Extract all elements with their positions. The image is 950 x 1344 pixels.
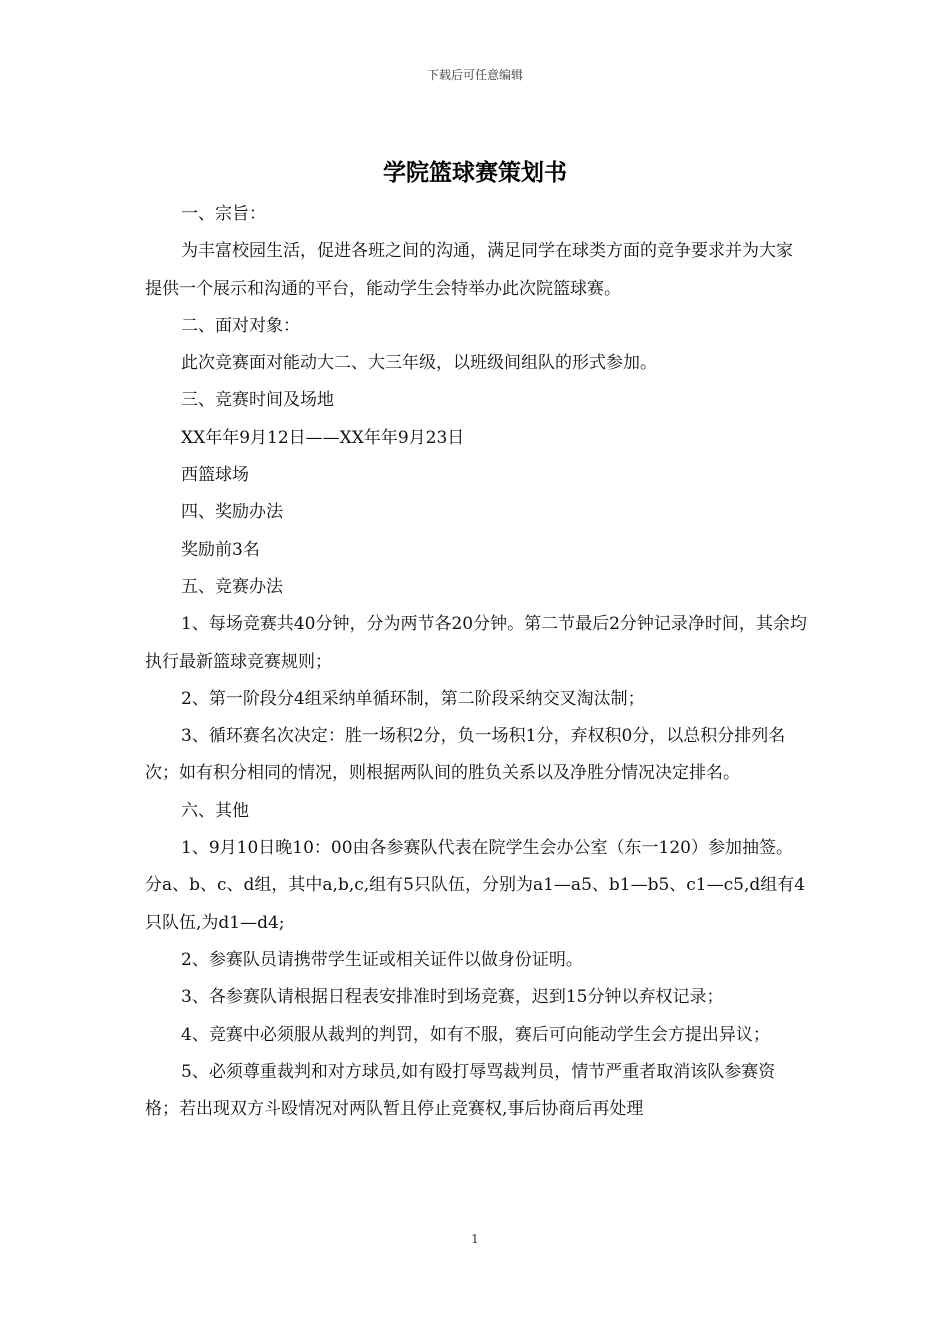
paragraph: 一、宗旨： (181, 204, 266, 224)
page-number: 1 (471, 1232, 479, 1246)
paragraph: 五、竞赛办法 (181, 576, 283, 597)
paragraph: 四、奖励办法 (181, 502, 283, 523)
paragraph: 2、第一阶段分4组采纳单循环制，第二阶段采纳交叉淘汰制； (181, 688, 645, 709)
paragraph: 三、竞赛时间及场地 (181, 390, 334, 411)
paragraph: 1、每场竞赛共40分钟，分为两节各20分钟。第二节最后2分钟记录净时间，其余均执行最新篮球竞赛规则； (145, 614, 807, 672)
paragraph: 奖励前3名 (181, 539, 260, 560)
paragraph: 为丰富校园生活，促进各班之间的沟通，满足同学在球类方面的竞争要求并为大家提供一个展示和沟通的平台，能动学生会特举办此次院篮球赛。 (145, 241, 793, 299)
paragraph: 4、竞赛中必须服从裁判的判罚，如有不服，赛后可向能动学生会方提出异议； (181, 1024, 770, 1045)
paragraph: 5、必须尊重裁判和对方球员,如有殴打辱骂裁判员，情节严重者取消该队参赛资格；若出现双方斗殴情况对两队暂且停止竞赛权,事后协商后再处理 (145, 1061, 776, 1120)
paragraph: 六、其他 (181, 800, 249, 821)
paragraph: 1、9月10日晚10：00由各参赛队代表在院学生会办公室（东一120）参加抽签。分a、b、c、d组，其中a,b,c,组有5只队伍，分别为a1—a5、b1—b5、c1—c5,d组有4只队伍,为d1—d4; (145, 838, 806, 933)
paragraph: 2、参赛队员请携带学生证或相关证件以做身份证明。 (181, 949, 583, 970)
document-title: 学院篮球赛策划书 (383, 160, 567, 186)
paragraph: 此次竞赛面对能动大二、大三年级，以班级间组队的形式参加。 (181, 353, 657, 374)
paragraph: 3、各参赛队请根据日程表安排准时到场竞赛，迟到15分钟以弃权记录； (181, 987, 724, 1008)
paragraph: 西篮球场 (181, 465, 249, 486)
page-header: 下载后可任意编辑 (426, 68, 523, 82)
paragraph: 3、循环赛名次决定：胜一场积2分，负一场积1分，弃权积0分，以总积分排列名次；如有积分相同的情况，则根据两队间的胜负关系以及净胜分情况决定排名。 (145, 726, 786, 784)
document-body (145, 196, 807, 1128)
paragraph: XX年年9月12日——XX年年9月23日 (181, 427, 465, 448)
paragraph: 二、面对对象： (181, 315, 300, 336)
